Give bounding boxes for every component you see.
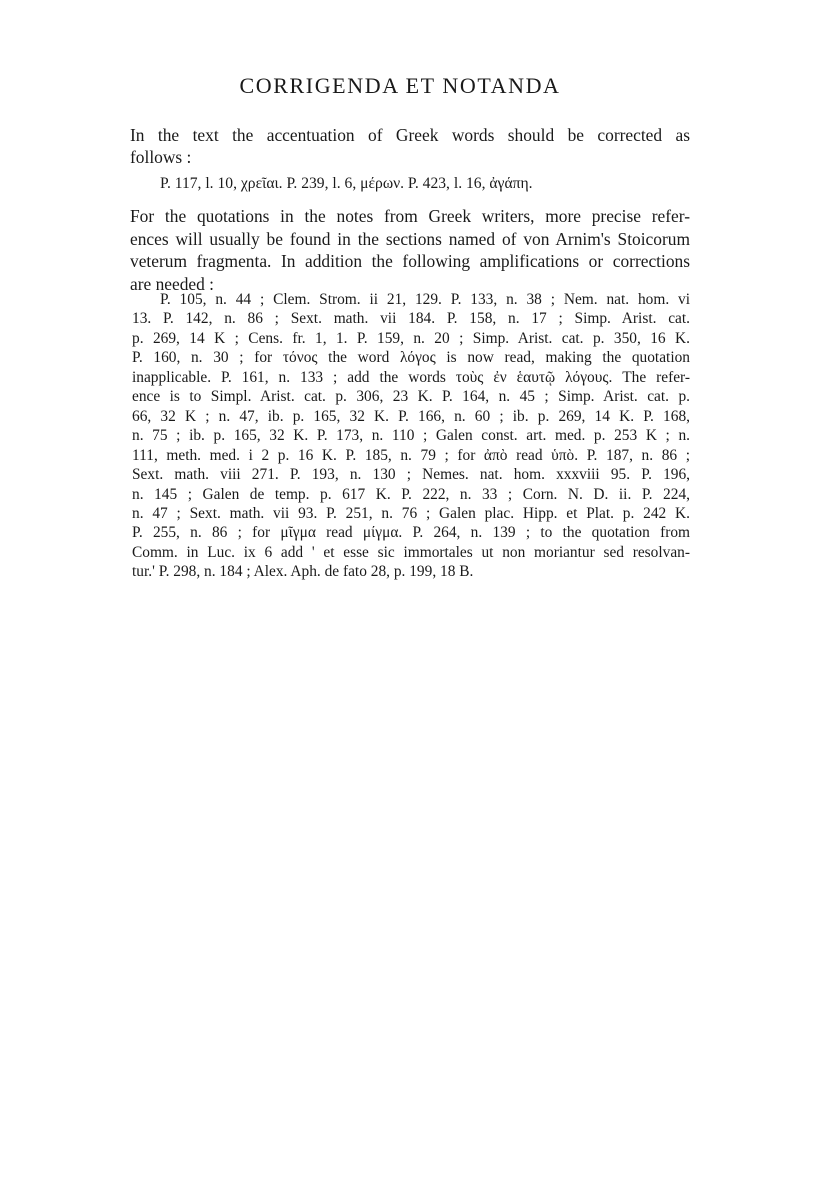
note-line: P. 160, n. 30 ; for τόνος the word λόγος is now read, making the quotation [132,349,690,367]
page-title: CORRIGENDA ET NOTANDA [239,73,561,98]
note-line: P. 255, n. 86 ; for μῖγμα read μίγμα. P. 264, n. 139 ; to the quotation from [132,524,690,542]
note-line: tur.' P. 298, n. 184 ; Alex. Aph. de fato 28, p. 199, 18 B. [132,563,474,581]
intro-line: In the text the accentuation of Greek words should be corrected as [130,125,690,145]
quotations-line: For the quotations in the notes from Greek writers, more precise refer- [130,206,690,226]
accent-corrections: P. 117, l. 10, χρεῖαι. P. 239, l. 6, μέρων. P. 423, l. 16, ἀγάπη. [160,175,533,192]
quotations-line: veterum fragmenta. In addition the following amplifications or corrections [130,251,690,271]
quotations-line: are needed : [130,273,214,294]
note-line: 66, 32 K ; n. 47, ib. p. 165, 32 K. P. 166, n. 60 ; ib. p. 269, 14 K. P. 168, [132,407,690,425]
note-line: p. 269, 14 K ; Cens. fr. 1, 1. P. 159, n. 20 ; Simp. Arist. cat. p. 350, 16 K. [132,329,690,347]
note-line: inapplicable. P. 161, n. 133 ; add the words τοὺς ἐν ἑαυτῷ λόγους. The refer- [132,368,690,386]
note-line: Comm. in Luc. ix 6 add ' et esse sic immortales ut non moriantur sed resolvan- [132,543,690,561]
intro-line: follows : [130,147,192,167]
quotations-line: ences will usually be found in the sections named of von Arnim's Stoicorum [130,228,690,249]
note-line: n. 145 ; Galen de temp. p. 617 K. P. 222, n. 33 ; Corn. N. D. ii. P. 224, [132,485,690,503]
note-line: P. 105, n. 44 ; Clem. Strom. ii 21, 129. P. 133, n. 38 ; Nem. nat. hom. vi [160,291,690,308]
note-line: ence is to Simpl. Arist. cat. p. 306, 23 K. P. 164, n. 45 ; Simp. Arist. cat. p. [132,388,690,406]
note-line: Sext. math. viii 271. P. 193, n. 130 ; Nemes. nat. hom. xxxviii 95. P. 196, [132,466,690,484]
note-line: n. 47 ; Sext. math. vii 93. P. 251, n. 76 ; Galen plac. Hipp. et Plat. p. 242 K. [132,504,690,522]
note-line: 13. P. 142, n. 86 ; Sext. math. vii 184. P. 158, n. 17 ; Simp. Arist. cat. [132,310,690,328]
quotations-paragraph [130,205,690,295]
reference-notes [132,290,690,582]
intro-paragraph [130,124,690,168]
note-line: n. 75 ; ib. p. 165, 32 K. P. 173, n. 110 ; Galen const. art. med. p. 253 K ; n. [132,427,690,445]
note-line: 111, meth. med. i 2 p. 16 K. P. 185, n. 79 ; for ἀπὸ read ὑπὸ. P. 187, n. 86 ; [132,446,690,464]
